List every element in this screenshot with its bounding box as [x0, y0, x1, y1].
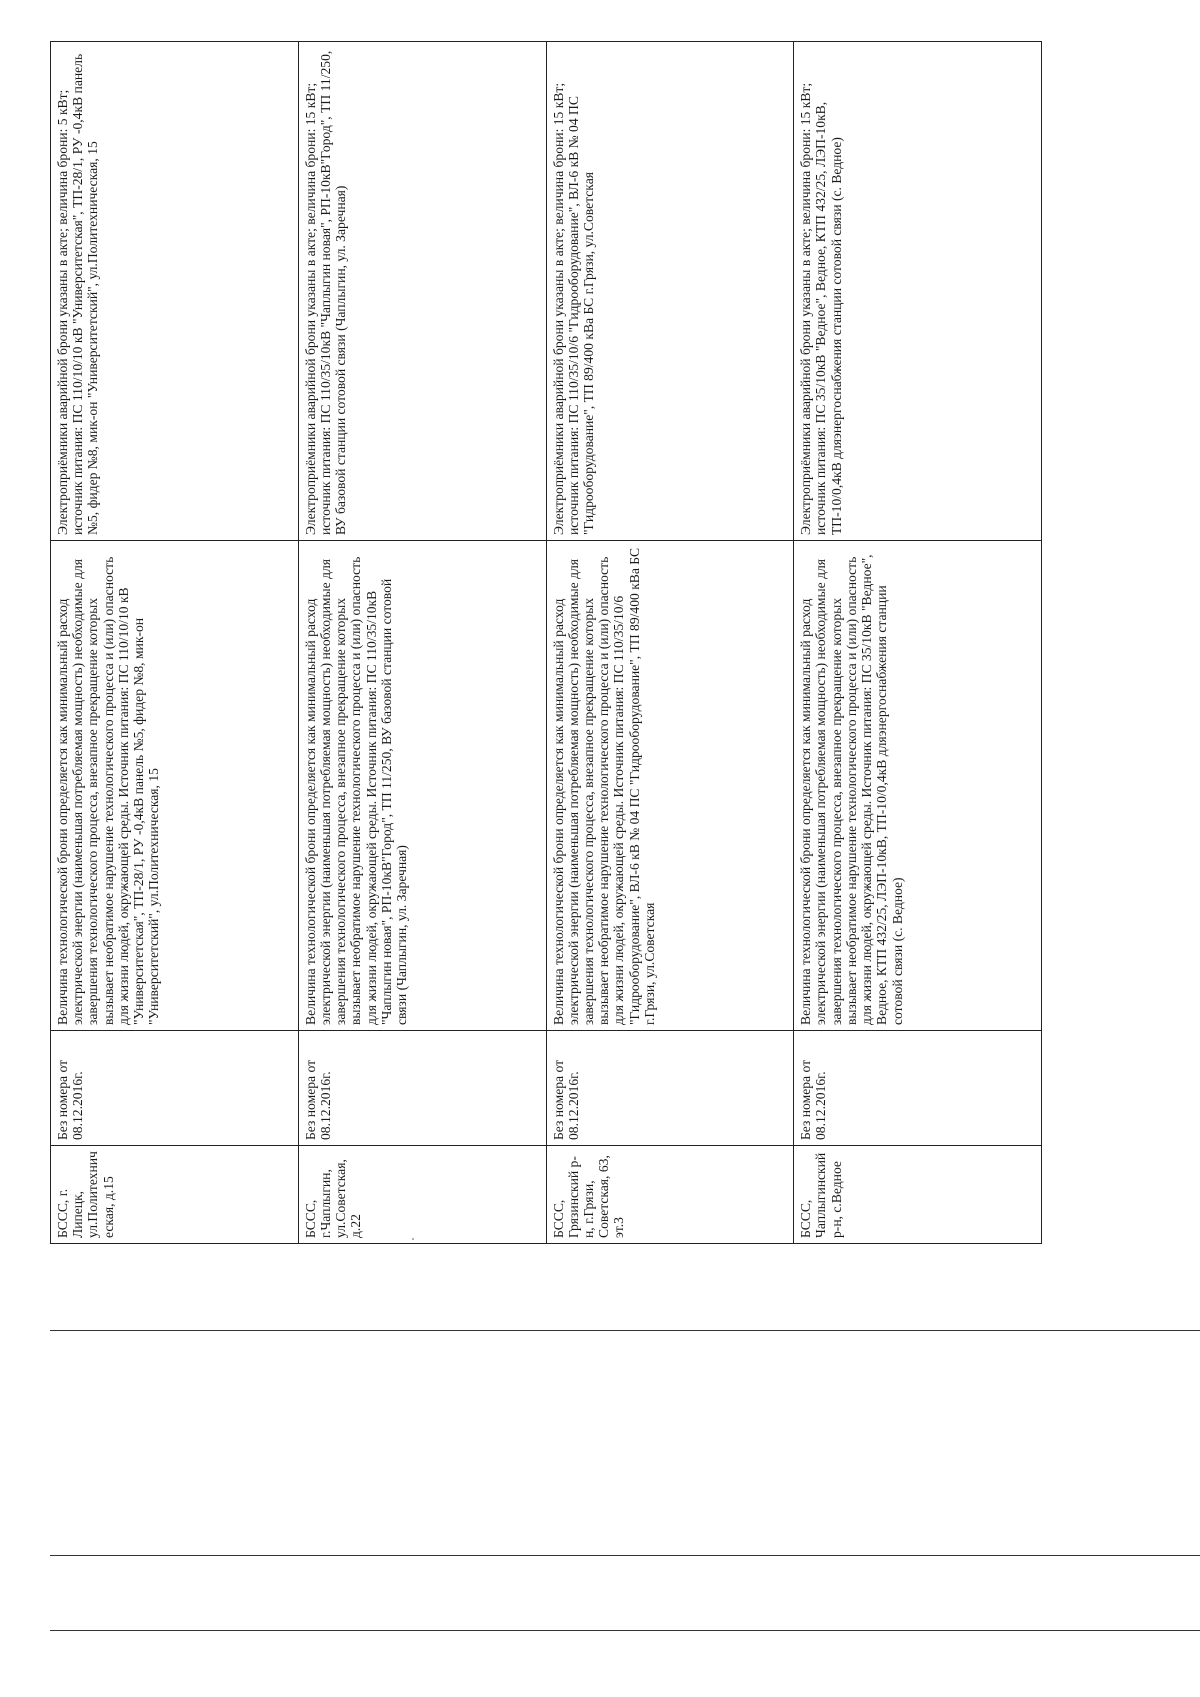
- object-cell: БССС, Грязинский р-н, г.Грязи, Советская, 63, эт.3: [546, 1146, 794, 1244]
- tech-reserve-cell: Величина технологической брони определяется как минимальный расход электрической энергии (наименьшая потребляемая мощность) необходимые для завершения технологического процесса, внезапное прекращение которых вызывает необратимое нарушение технологического процесса и (или) опасность для жизни людей, окружающей среды. Источник питания: ПС 110/10/10 кВ "Университетская", ТП-28/1, РУ -0,4кВ панель №5, фидер №8, мик-он "Университетский", ул.Политехническая, 15: [51, 541, 299, 1031]
- object-cell: БССС, г. Липецк, ул.Политехническая, д.15: [51, 1146, 299, 1244]
- table-row: [794, 42, 1042, 1244]
- table-row: [51, 42, 299, 1244]
- emergency-reserve-cell: Электроприёмники аварийной брони указаны в акте; величина брони: 5 кВт; источник питания: ПС 110/10/10 кВ "Университетская", ТП-28/1, РУ -0,4кВ панель №5, фидер №8, мик-он "Университетский", ул.Политехническая, 15: [51, 42, 299, 541]
- emergency-reserve-cell: Электроприёмники аварийной брони указаны в акте; величина брони: 15 кВт; источник питания: ПС 35/10кВ "Ведное", Ведное, КТП 432/25, ЛЭП-10кВ, ТП-10/0,4кВ дляэнергоснабжения станции сотовой связи (с. Ведное): [794, 42, 1042, 541]
- emergency-reserve-cell: Электроприёмники аварийной брони указаны в акте; величина брони: 15 кВт; источник питания: ПС 110/35/10/6 "Гидрооборудование", ВЛ-6 кВ № 04 ПС "Гидрооборудование", ТП 89/400 кВа БС г.Грязи, ул.Советская: [546, 42, 794, 541]
- table-row: [546, 42, 794, 1244]
- act-cell: Без номера от 08.12.2016г.: [546, 1031, 794, 1146]
- object-cell: БССС, г.Чаплыгин, ул.Советская, д.22: [298, 1146, 546, 1244]
- act-cell: Без номера от 08.12.2016г.: [51, 1031, 299, 1146]
- rotated-table-holder: [50, 42, 1042, 1244]
- act-cell: Без номера от 08.12.2016г.: [794, 1031, 1042, 1146]
- reserve-table: [50, 41, 1042, 1244]
- act-cell: Без номера от 08.12.2016г.: [298, 1031, 546, 1146]
- horizontal-rule: [50, 1555, 1200, 1556]
- table-row: [298, 42, 546, 1244]
- emergency-reserve-cell: Электроприёмники аварийной брони указаны в акте; величина брони: 15 кВт; источник питания: ПС 110/35/10кВ "Чаплыгин новая", РП-10кВ"Город", ТП 11/250, ВУ базовой станции сотовой связи (Чаплыгин, ул. Заречная): [298, 42, 546, 541]
- tech-reserve-cell: Величина технологической брони определяется как минимальный расход электрической энергии (наименьшая потребляемая мощность) необходимые для завершения технологического процесса, внезапное прекращение которых вызывает необратимое нарушение технологического процесса и (или) опасность для жизни людей, окружающей среды. Источник питания: ПС 110/35/10/6 "Гидрооборудование", ВЛ-6 кВ № 04 ПС "Гидрооборудование", ТП 89/400 кВа БС г.Грязи, ул.Советская: [546, 541, 794, 1031]
- horizontal-rule: [50, 1330, 1200, 1331]
- object-cell: БССС, Чаплыгинский р-н, с.Ведное: [794, 1146, 1042, 1244]
- tech-reserve-cell: Величина технологической брони определяется как минимальный расход электрической энергии (наименьшая потребляемая мощность) необходимые для завершения технологического процесса, внезапное прекращение которых вызывает необратимое нарушение технологического процесса и (или) опасность для жизни людей, окружающей среды. Источник питания: ПС 110/35/10кВ "Чаплыгин новая", РП-10кВ"Город", ТП 11/250, ВУ базовой станции сотовой связи (Чаплыгин, ул. Заречная): [298, 541, 546, 1031]
- horizontal-rule: [50, 1630, 1200, 1631]
- scan-speck: [412, 1238, 414, 1240]
- tech-reserve-cell: Величина технологической брони определяется как минимальный расход электрической энергии (наименьшая потребляемая мощность) необходимые для завершения технологического процесса, внезапное прекращение которых вызывает необратимое нарушение технологического процесса и (или) опасность для жизни людей, окружающей среды. Источник питания: ПС 35/10кВ "Ведное", Ведное, КТП 432/25, ЛЭП-10кВ, ТП-10/0,4кВ дляэнергоснабжения станции сотовой связи (с. Ведное): [794, 541, 1042, 1031]
